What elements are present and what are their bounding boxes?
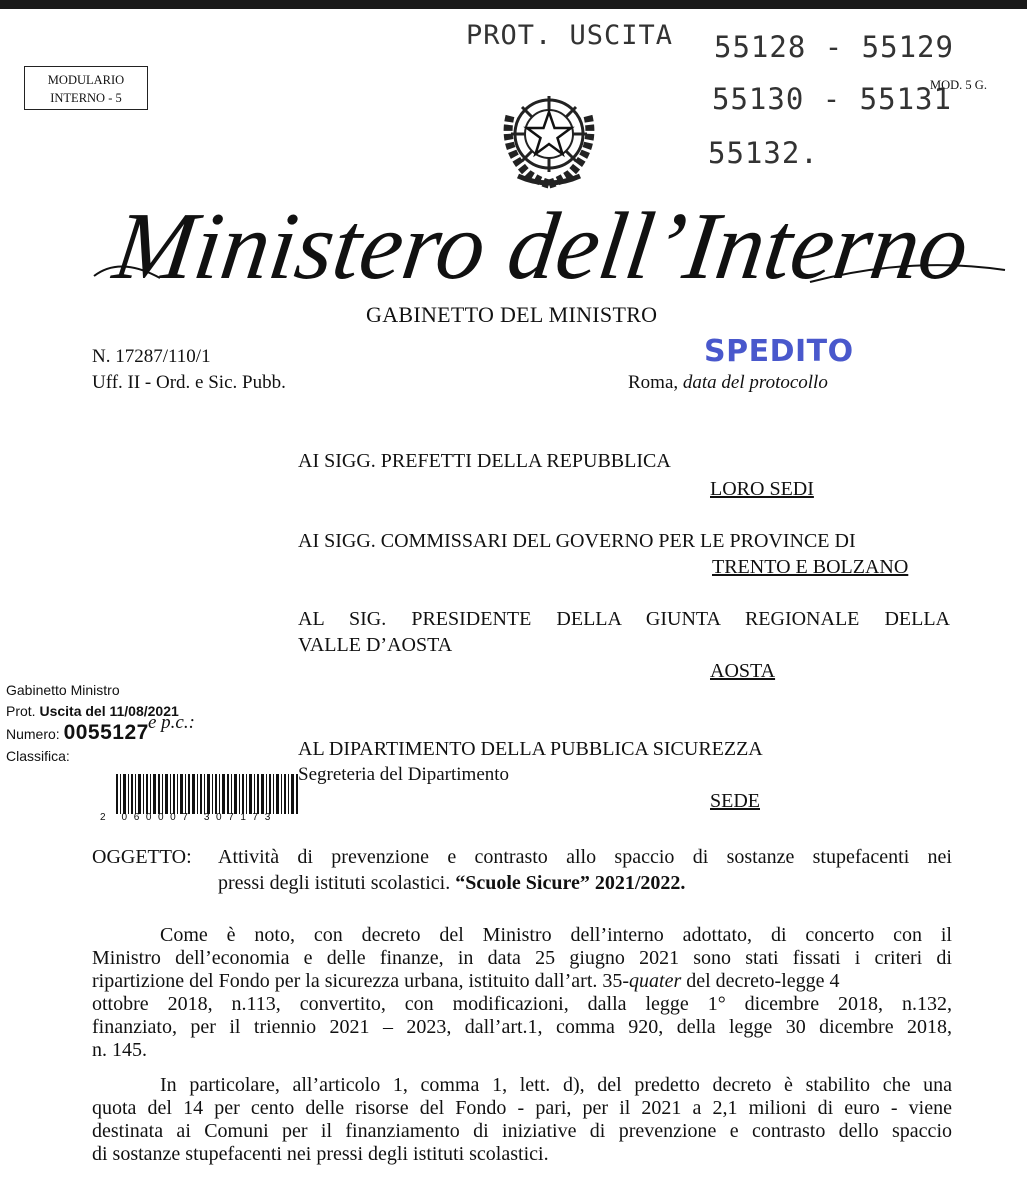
ministero-text: Ministero dell’Interno	[108, 192, 976, 299]
recipient-2-dest: TRENTO E BOLZANO	[712, 556, 909, 578]
p1-line3	[92, 970, 952, 993]
p1-line1: Come è noto, con decreto del Ministro dell’interno adottato, di concerto con il	[160, 924, 952, 946]
oggetto-line2a: pressi degli istituti scolastici.	[218, 872, 456, 894]
stamp-numero-label: Numero:	[6, 726, 60, 742]
republic-emblem-icon	[488, 78, 610, 190]
p1-line3a: ripartizione del Fondo per la sicurezza urbana, istituito dall’art. 35-	[92, 970, 630, 992]
handwritten-numbers-1: 55128 - 55129	[714, 30, 954, 64]
modulario-line1: MODULARIO	[47, 73, 125, 87]
office-line: Uff. II - Ord. e Sic. Pubb.	[92, 372, 286, 393]
p1-line2: Ministro dell’economia e delle finanze, in data 25 giugno 2021 sono stati fissati i criteri di	[92, 947, 952, 969]
place-city: Roma,	[628, 372, 679, 393]
stamp-prot-value: Uscita del 11/08/2021	[39, 703, 179, 719]
protocol-number: N. 17287/110/1	[92, 346, 211, 367]
p2-line3: destinata ai Comuni per il finanziamento di iniziative di prevenzione e contrasto dello spaccio	[92, 1120, 952, 1142]
ministero-dell-interno-title	[90, 186, 1010, 301]
recipient-1-dest: LORO SEDI	[710, 478, 814, 500]
top-border	[0, 0, 1027, 9]
p1-line6: n. 145.	[92, 1039, 147, 1061]
pc-label: e p.c.:	[148, 712, 195, 733]
modulario-line2: INTERNO - 5	[50, 91, 122, 105]
place-date-text: data del protocollo	[682, 372, 828, 393]
gabinetto-heading: GABINETTO DEL MINISTRO	[366, 302, 658, 327]
stamp-numero-value: 0055127	[63, 721, 149, 744]
handwritten-numbers-3: 55132.	[708, 136, 819, 170]
modulario-box	[24, 66, 148, 110]
spedito-stamp: SPEDITO	[704, 334, 854, 369]
stamp-prot	[6, 701, 179, 722]
recipient-4-line2: Segreteria del Dipartimento	[298, 764, 510, 785]
mod-label: MOD. 5 G.	[930, 78, 987, 92]
oggetto-line1: Attività di prevenzione e contrasto allo spaccio di sostanze stupefacenti nei	[218, 846, 952, 868]
recipient-1-line: AI SIGG. PREFETTI DELLA REPUBBLICA	[298, 450, 671, 472]
p2-line4: di sostanze stupefacenti nei pressi degli istituti scolastici.	[92, 1143, 549, 1165]
place-date	[628, 372, 828, 394]
oggetto-line2b: “Scuole Sicure” 2021/2022.	[455, 872, 686, 894]
p1-quater: quater	[629, 970, 682, 992]
stamp-office: Gabinetto Ministro	[6, 682, 120, 698]
stamp-numero	[6, 722, 149, 745]
stamp-classifica: Classifica:	[6, 748, 70, 764]
stamp-prot-label: Prot.	[6, 703, 36, 719]
recipient-3-dest: AOSTA	[710, 660, 776, 682]
handwritten-numbers-2: 55130 - 55131	[712, 82, 952, 116]
recipient-4-line: AL DIPARTIMENTO DELLA PUBBLICA SICUREZZA	[298, 738, 763, 760]
recipient-3-line: AL SIG. PRESIDENTE DELLA GIUNTA REGIONALE DELLA	[298, 608, 950, 630]
barcode-digits: 2 060007 307173	[100, 812, 277, 823]
oggetto-line2	[218, 872, 685, 895]
oggetto-label: OGGETTO:	[92, 846, 192, 868]
p2-line1: In particolare, all’articolo 1, comma 1, lett. d), del predetto decreto è stabilito che una	[160, 1074, 952, 1096]
p1-line3b: del decreto-legge 4	[681, 970, 840, 992]
recipient-2-line: AI SIGG. COMMISSARI DEL GOVERNO PER LE PROVINCE DI	[298, 530, 856, 552]
handwritten-prot-uscita: PROT. USCITA	[466, 20, 674, 51]
recipient-4-dest: SEDE	[710, 790, 760, 812]
barcode-icon	[116, 774, 300, 814]
p1-line5: finanziato, per il triennio 2021 – 2023, dall’art.1, comma 920, della legge 30 dicembre 2018,	[92, 1016, 952, 1038]
recipient-3-line2: VALLE D’AOSTA	[298, 634, 453, 656]
p1-line4: ottobre 2018, n.113, convertito, con modificazioni, dalla legge 1° dicembre 2018, n.132,	[92, 993, 952, 1015]
p2-line2: quota del 14 per cento delle risorse del Fondo - pari, per il 2021 a 2,1 milioni di euro - viene	[92, 1097, 952, 1119]
